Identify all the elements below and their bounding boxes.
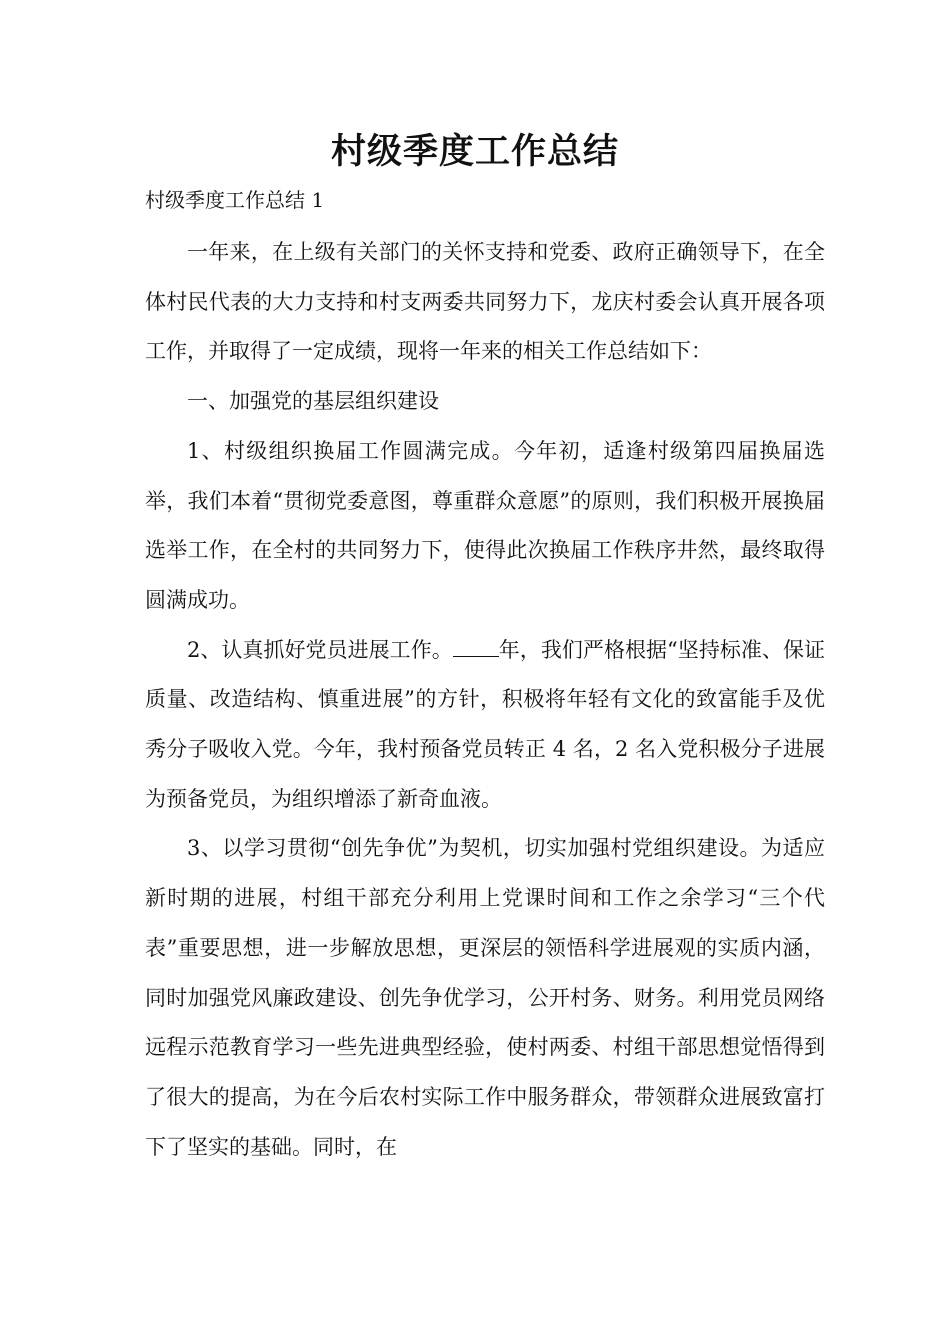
paragraph-item-2-lead: 2、认真抓好党员进展工作。 [187, 637, 453, 662]
section-heading: 一、加强党的基层组织建设 [187, 389, 439, 414]
document-subtitle: 村级季度工作总结 1 [145, 188, 325, 212]
paragraph-item-2-rest: 年，我们严格根据“坚持标准、保证质量、改造结构、慎重进展”的方针，积极将年轻有文化的致富能手及优秀分子吸收入党。今年，我村预备党员转正 4 名，2 名入党积极分子进展为预备党员，为组织增添了新奇血液。 [145, 637, 825, 811]
paragraph-item-2 [145, 626, 825, 825]
document-body [145, 228, 825, 1172]
blank-underline [453, 638, 499, 657]
paragraph-intro: 一年来，在上级有关部门的关怀支持和党委、政府正确领导下，在全体村民代表的大力支持和村支两委共同努力下，龙庆村委会认真开展各项工作，并取得了一定成绩，现将一年来的相关工作总结如下： [145, 240, 825, 364]
paragraph-item-1: 1、村级组织换届工作圆满完成。今年初，适逢村级第四届换届选举，我们本着“贯彻党委意图，尊重群众意愿”的原则，我们积极开展换届选举工作，在全村的共同努力下，使得此次换届工作秩序井然，最终取得圆满成功。 [145, 438, 825, 612]
document-title: 村级季度工作总结 [330, 132, 619, 172]
paragraph-item-3: 3、以学习贯彻“创先争优”为契机，切实加强村党组织建设。为适应新时期的进展，村组干部充分利用上党课时间和工作之余学习“三个代表”重要思想，进一步解放思想，更深层的领悟科学进展观的实质内涵，同时加强党风廉政建设、创先争优学习，公开村务、财务。利用党员网络远程示范教育学习一些先进典型经验，使村两委、村组干部思想觉悟得到了很大的提高，为在今后农村实际工作中服务群众，带领群众进展致富打下了坚实的基础。同时，在 [145, 836, 825, 1159]
